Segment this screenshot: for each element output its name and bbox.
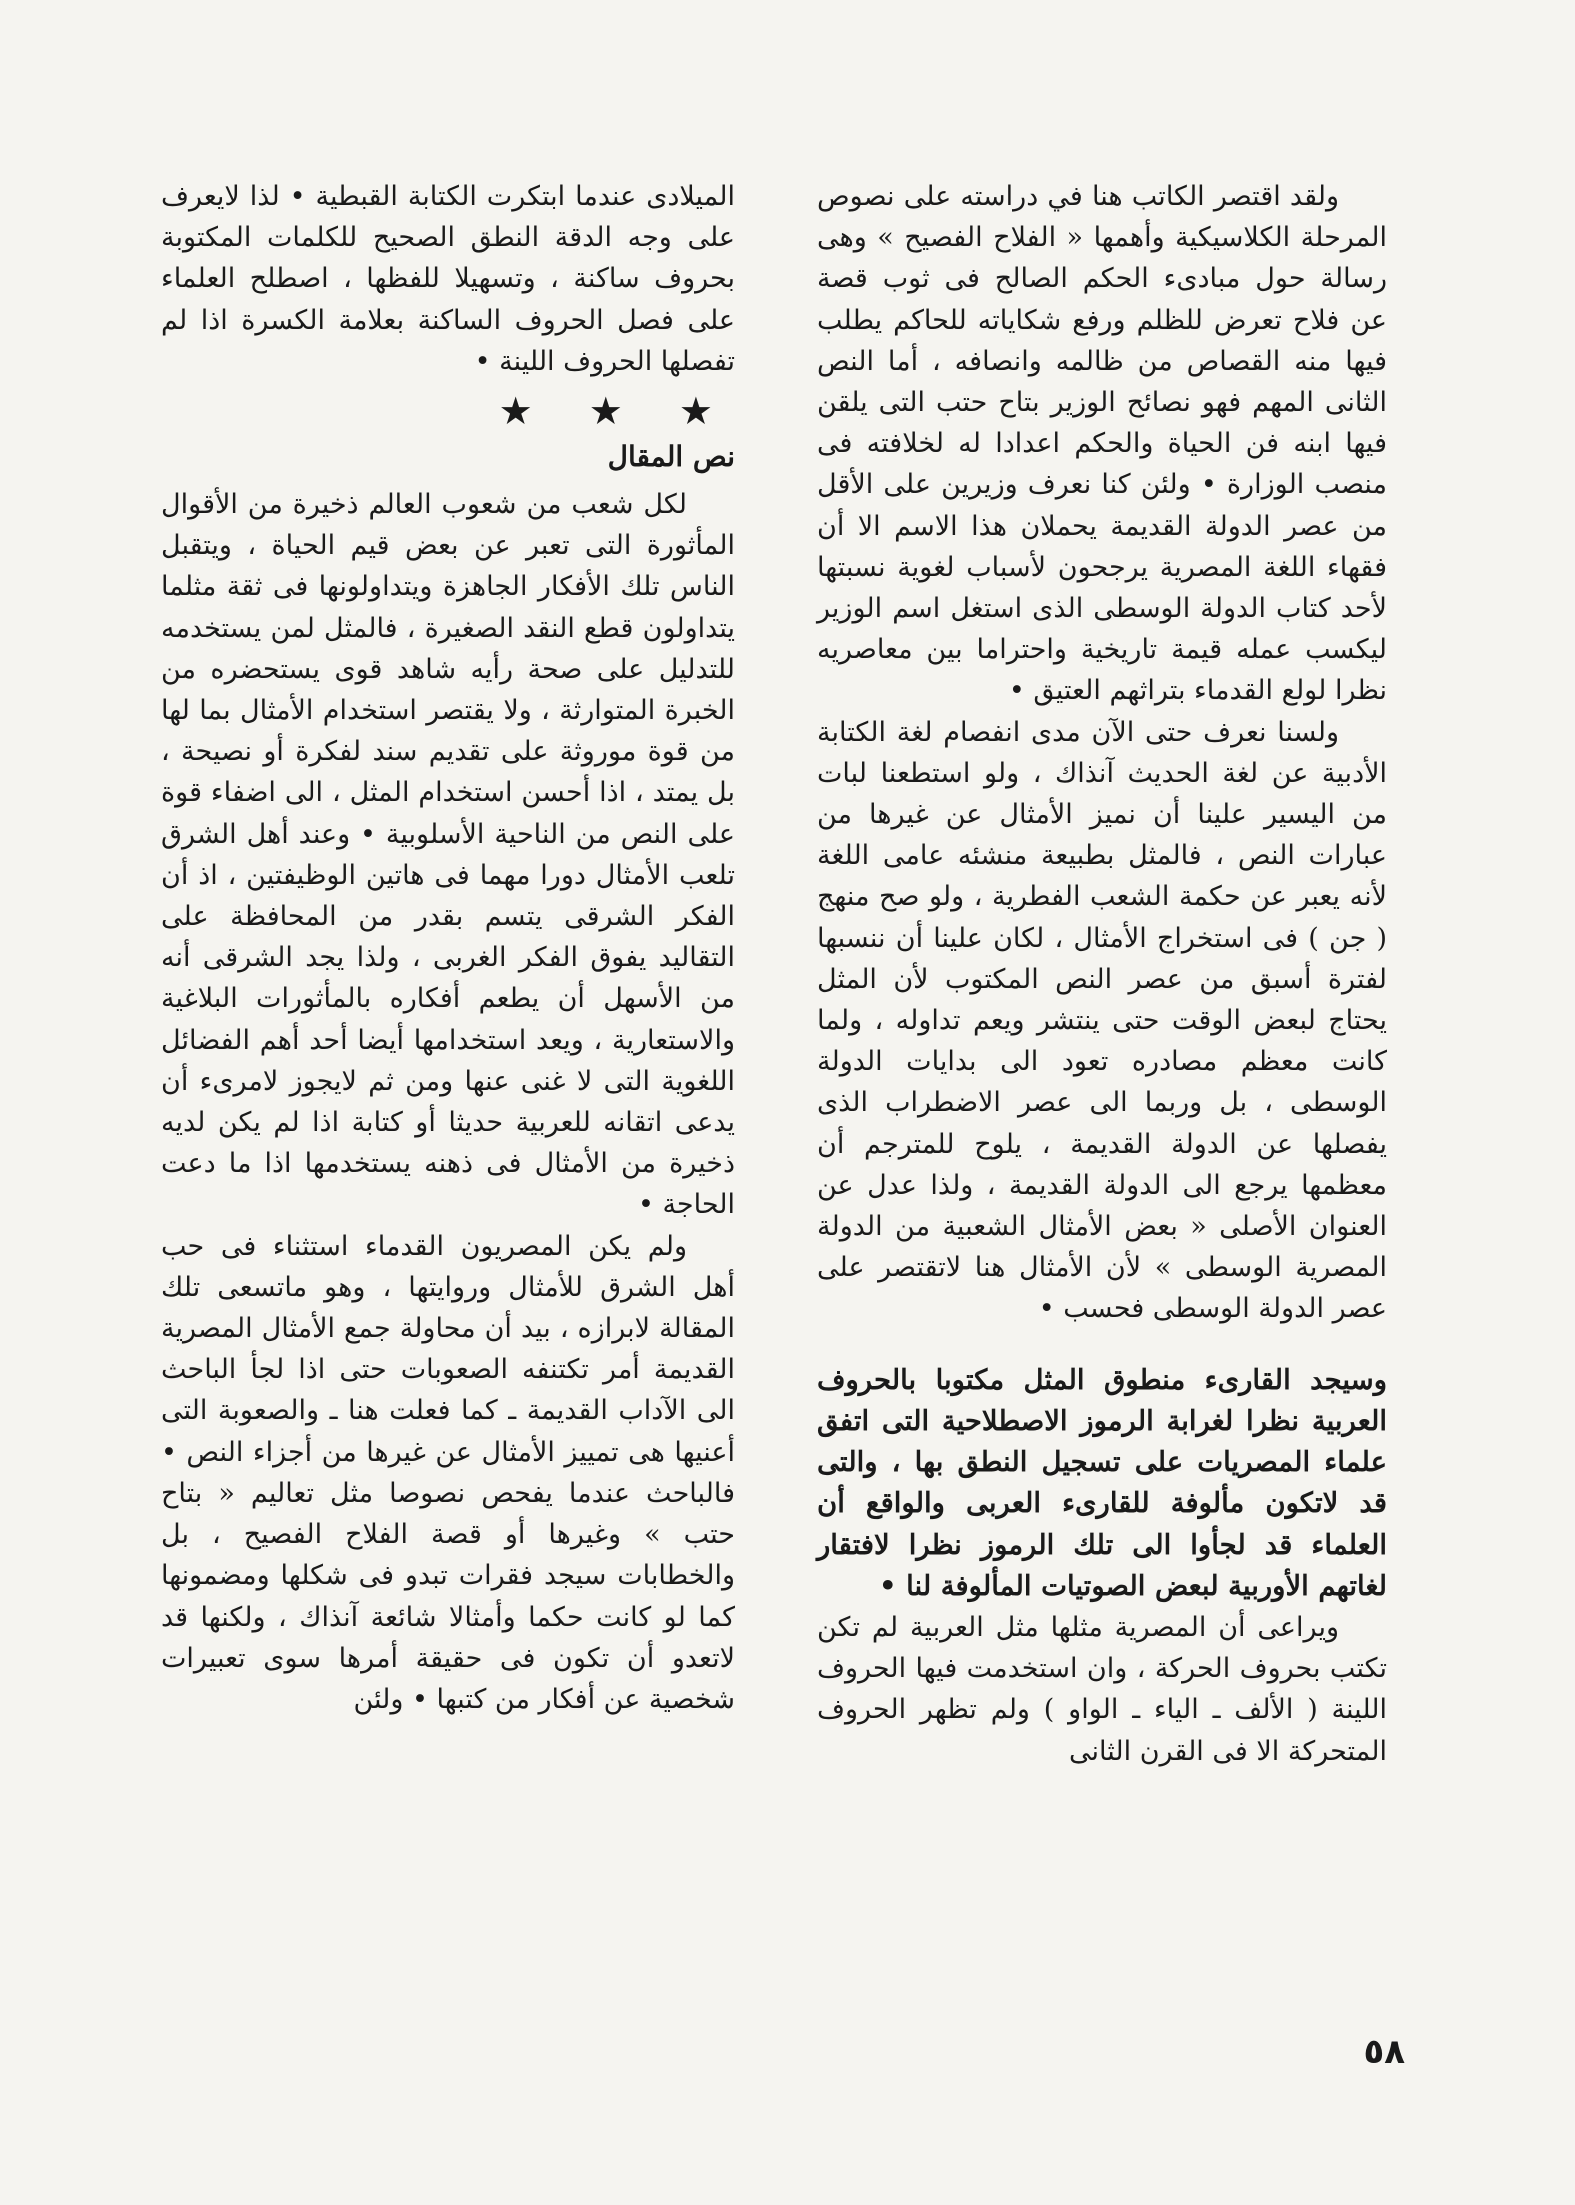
section-divider-stars: ★ ★ ★ — [498, 389, 735, 434]
left-column — [161, 176, 735, 1720]
right-paragraph-1: ولقد اقتصر الكاتب هنا في دراسته على نصوص المرحلة الكلاسيكية وأهمها « الفلاح الفصيح » وهى رسالة حول مبادىء الحكم الصالح فى ثوب قصة عن فلاح تعرض للظلم ورفع شكاياته للحاكم يطلب فيها منه القصاص من ظالمه وانصافه ، أما النص الثانى المهم فهو نصائح الوزير بتاح حتب التى يلقن فيها ابنه فن الحياة والحكم اعدادا له لخلافته فى منصب الوزارة • ولئن كنا نعرف وزيرين على الأقل من عصر الدولة القديمة يحملان هذا الاسم الا أن فقهاء اللغة المصرية يرجحون لأسباب لغوية نسبتها لأحد كتاب الدولة الوسطى الذى استغل اسم الوزير ليكسب عمله قيمة تاريخية واحتراما بين معاصريه نظرا لولع القدماء بتراثهم العتيق • — [817, 181, 1387, 707]
right-paragraph-2: ولسنا نعرف حتى الآن مدى انفصام لغة الكتابة الأدبية عن لغة الحديث آنذاك ، ولو استطعنا لبات من اليسير علينا أن نميز الأمثال عن غيرها من عبارات النص ، فالمثل بطبيعة منشئه عامى اللغة لأنه يعبر عن حكمة الشعب الفطرية ، ولو صح منهج ( جن ) فى استخراج الأمثال ، لكان علينا أن ننسبها لفترة أسبق من عصر النص المكتوب لأن المثل يحتاج لبعض الوقت حتى ينتشر ويعم تداوله ، ولما كانت معظم مصادره تعود الى بدايات الدولة الوسطى ، بل وربما الى عصر الاضطراب الذى يفصلها عن الدولة القديمة ، يلوح للمترجم أن معظمها يرجع الى الدولة القديمة ، ولذا عدل عن العنوان الأصلى « بعض الأمثال الشعبية من الدولة المصرية الوسطى » لأن الأمثال هنا لاتقتصر على عصر الدولة الوسطى فحسب • — [817, 716, 1387, 1325]
left-paragraph-1: الميلادى عندما ابتكرت الكتابة القبطية • لذا لايعرف على وجه الدقة النطق الصحيح للكلمات المكتوبة بحروف ساكنة ، وتسهيلا للفظها ، اصطلح العلماء على فصل الحروف الساكنة بعلامة الكسرة اذا لم تفصلها الحروف اللينة • — [161, 181, 735, 377]
page-number: ٥٨ — [1363, 2032, 1405, 2072]
right-column — [817, 176, 1387, 1772]
left-paragraph-3: ولم يكن المصريون القدماء استثناء فى حب أهل الشرق للأمثال وروايتها ، وهو ماتسعى تلك المقالة لابرازه ، بيد أن محاولة جمع الأمثال المصرية القديمة أمر تكتنفه الصعوبات حتى اذا لجأ الباحث الى الآداب القديمة ـ كما فعلت هنا ـ والصعوبة التى أعنيها هى تمييز الأمثال عن غيرها من أجزاء النص • فالباحث عندما يفحص نصوصا مثل تعاليم « بتاح حتب » وغيرها أو قصة الفلاح الفصيح ، بل والخطابات سيجد فقرات تبدو فى شكلها ومضمونها كما لو كانت حكما وأمثالا شائعة آنذاك ، ولكنها قد لاتعدو أن تكون فى حقيقة أمرها سوى تعبيرات شخصية عن أفكار من كتبها • ولئن — [161, 1230, 735, 1715]
left-paragraph-2: لكل شعب من شعوب العالم ذخيرة من الأقوال المأثورة التى تعبر عن بعض قيم الحياة ، ويتقبل الناس تلك الأفكار الجاهزة ويتداولونها فى ثقة مثلما يتداولون قطع النقد الصغيرة ، فالمثل لمن يستخدمه للتدليل على صحة رأيه شاهد قوى يستحضره من الخبرة المتوارثة ، ولا يقتصر استخدام الأمثال بما لها من قوة موروثة على تقديم سند لفكرة أو نصيحة ، بل يمتد ، اذا أحسن استخدام المثل ، الى اضفاء قوة على النص من الناحية الأسلوبية • وعند أهل الشرق تلعب الأمثال دورا مهما فى هاتين الوظيفتين ، اذ أن الفكر الشرقى يتسم بقدر من المحافظة على التقاليد يفوق الفكر الغربى ، ولذا يجد الشرقى أنه من الأسهل أن يطعم أفكاره بالمأثورات البلاغية والاستعارية ، ويعد استخدامها أيضا أحد أهم الفضائل اللغوية التى لا غنى عنها ومن ثم لايجوز لامرىء أن يدعى اتقانه للعربية حديثا أو كتابة اذا لم يكن لديه ذخيرة من الأمثال فى ذهنه يستخدمها اذا ما دعت الحاجة • — [161, 489, 735, 1221]
section-heading: نص المقال — [607, 440, 735, 474]
right-bold-paragraph: وسيجد القارىء منطوق المثل مكتوبا بالحروف العربية نظرا لغرابة الرموز الاصطلاحية التى اتفق علماء المصريات على تسجيل النطق بها ، والتى قد لاتكون مألوفة للقارىء العربى والواقع أن العلماء قد لجأوا الى تلك الرموز نظرا لافتقار لغاتهم الأوربية لبعض الصوتيات المألوفة لنا • — [817, 1363, 1387, 1602]
right-paragraph-3: ويراعى أن المصرية مثلها مثل العربية لم تكن تكتب بحروف الحركة ، وان استخدمت فيها الحروف اللينة ( الألف ـ الياء ـ الواو ) ولم تظهر الحروف المتحركة الا فى القرن الثانى — [817, 1611, 1387, 1767]
